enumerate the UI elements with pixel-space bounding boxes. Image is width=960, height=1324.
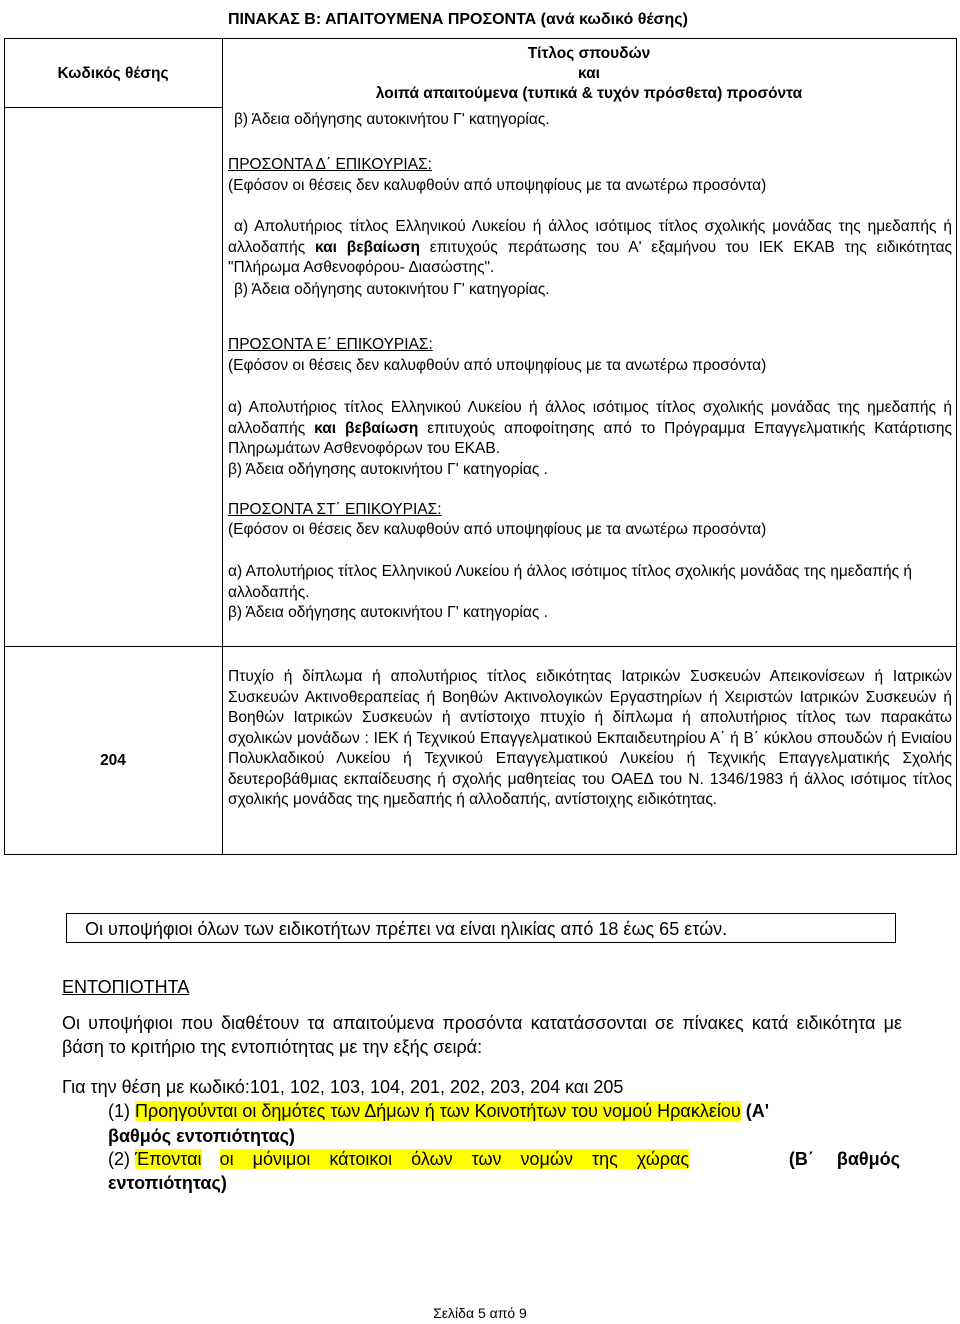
header-title-line3: λοιπά απαιτούμενα (τυπικά & τυχόν πρόσθετα) προσόντα xyxy=(375,85,803,102)
highlight-2a: Έπονται xyxy=(135,1149,202,1169)
d-condition: (Εφόσον οι θέσεις δεν καλυφθούν από υποψηφίους με τα ανωτέρω προσόντα) xyxy=(228,177,767,194)
highlight-2b: οι μόνιμοι κάτοικοι όλων των νομών της χώρας xyxy=(219,1149,690,1169)
locality-item-2-degree: εντοπιότητας) xyxy=(108,1173,227,1193)
locality-item-1-degree: βαθμός εντοπιότητας) xyxy=(108,1126,295,1146)
locality-item-1: (1) Προηγούνται οι δημότες των Δήμων ή των Κοινοτήτων του νομού Ηρακλείου (Α' xyxy=(108,1101,769,1121)
st-requirement-a: α) Απολυτήριος τίτλος Ελληνικού Λυκείου ή άλλος ισότιμος τίτλος σχολικής μονάδας της ημεδαπής ή αλλοδαπής. xyxy=(228,563,912,601)
e-condition: (Εφόσον οι θέσεις δεν καλυφθούν από υποψηφίους με τα ανωτέρω προσόντα) xyxy=(228,357,767,374)
locality-intro: Οι υποψήφιοι που διαθέτουν τα απαιτούμενα προσόντα κατατάσσονται σε πίνακες κατά ειδικότητα με βάση το κριτήριο της εντοπιότητας με την εξής σειρά: xyxy=(62,1013,902,1057)
d-requirement-b: β) Άδεια οδήγησης αυτοκινήτου Γ' κατηγορίας. xyxy=(234,281,550,298)
column-divider xyxy=(222,38,223,855)
e-requirement-b: β) Άδεια οδήγησης αυτοκινήτου Γ' κατηγορίας . xyxy=(228,461,548,478)
d-requirement-a: α) Απολυτήριος τίτλος Ελληνικού Λυκείου ή άλλος ισότιμος τίτλος σχολικής μονάδας της ημεδαπής ή αλλοδαπής και βεβαίωση επιτυχούς περάτωσης του Α' εξαμήνου του ΙΕΚ ΕΚΑΒ της ειδικότητας "Πλήρωμα Ασθενοφόρου- Διασώστης". xyxy=(228,218,952,276)
highlight-1: Προηγούνται οι δημότες των Δήμων ή των Κοινοτήτων του νομού Ηρακλείου xyxy=(135,1101,741,1121)
st-condition: (Εφόσον οι θέσεις δεν καλυφθούν από υποψηφίους με τα ανωτέρω προσόντα) xyxy=(228,521,767,538)
age-requirement-box xyxy=(66,913,896,943)
page-footer: Σελίδα 5 από 9 xyxy=(433,1305,527,1321)
row-divider xyxy=(4,646,957,647)
position-code-204: 204 xyxy=(100,752,126,769)
header-bottom-border xyxy=(4,107,222,108)
st-heading: ΠΡΟΣΟΝΤΑ ΣΤ΄ ΕΠΙΚΟΥΡΙΑΣ: xyxy=(228,501,442,518)
locality-codes: Για την θέση με κωδικό:101, 102, 103, 104, 201, 202, 203, 204 και 205 xyxy=(62,1077,624,1097)
st-requirement-b: β) Άδεια οδήγησης αυτοκινήτου Γ' κατηγορίας . xyxy=(228,604,548,621)
e-heading: ΠΡΟΣΟΝΤΑ Ε΄ ΕΠΙΚΟΥΡΙΑΣ: xyxy=(228,336,433,353)
header-title-line2: και xyxy=(578,65,600,82)
table-left-border xyxy=(4,38,5,855)
locality-heading: ΕΝΤΟΠΙΟΤΗΤΑ xyxy=(62,977,190,997)
table-right-border xyxy=(956,38,957,855)
position-204-requirements: Πτυχίο ή δίπλωμα ή απολυτήριος τίτλος ειδικότητας Ιατρικών Συσκευών Απεικονίσεων ή Ιατρικών Συσκευών Ακτινοθεραπείας ή Βοηθών Ακτινολογικών Εργαστηρίων ή Χειριστών Ιατρικών Συσκευών ή Βοηθών Ιατρικών Συσκευών ή αντίστοιχο πτυχίο ή δίπλωμα ή απολυτήριος τίτλος των παρακάτω σχολικών μονάδων : ΙΕΚ ή Τεχνικού Επαγγελματικού Εκπαιδευτηρίου Α΄ ή Β΄ κύκλου σπουδών ή Ενιαίου Πολυκλαδικού Λυκείου ή Τεχνικού Επαγγελματικού Λυκείου ή Τεχνικής Επαγγελματικής Σχολής δευτεροβάθμιας εκπαίδευσης ή σχολής μαθητείας του ΟΑΕΔ του Ν. 1346/1983 ή άλλος ισότιμος τίτλος σχολικής μονάδας της ημεδαπής ή αλλοδαπής, αντίστοιχης ειδικότητας. xyxy=(228,668,952,808)
license-requirement-top: β) Άδεια οδήγησης αυτοκινήτου Γ' κατηγορίας. xyxy=(234,111,550,128)
age-requirement-text: Οι υποψήφιοι όλων των ειδικοτήτων πρέπει να είναι ηλικίας από 18 έως 65 ετών. xyxy=(85,919,728,939)
header-title-line1: Τίτλος σπουδών xyxy=(527,45,651,62)
header-position-code: Κωδικός θέσης xyxy=(57,65,169,82)
table-bottom-border xyxy=(4,854,957,855)
locality-item-2: (2) Έπονται οι μόνιμοι κάτοικοι όλων των νομών της χώρας (Β΄ βαθμός xyxy=(108,1149,900,1169)
e-requirement-a: α) Απολυτήριος τίτλος Ελληνικού Λυκείου ή άλλος ισότιμος τίτλος σχολικής μονάδας της ημεδαπής ή αλλοδαπής και βεβαίωση επιτυχούς αποφοίτησης από το Πρόγραμμα Επαγγελματικής Κατάρτισης Πληρωμάτων Ασθενοφόρων του ΕΚΑΒ. xyxy=(228,399,952,457)
d-heading: ΠΡΟΣΟΝΤΑ Δ΄ ΕΠΙΚΟΥΡΙΑΣ: xyxy=(228,156,432,173)
table-title: ΠΙΝΑΚΑΣ Β: ΑΠΑΙΤΟΥΜΕΝΑ ΠΡΟΣΟΝΤΑ (ανά κωδικό θέσης) xyxy=(228,11,688,28)
table-top-border xyxy=(4,38,957,39)
